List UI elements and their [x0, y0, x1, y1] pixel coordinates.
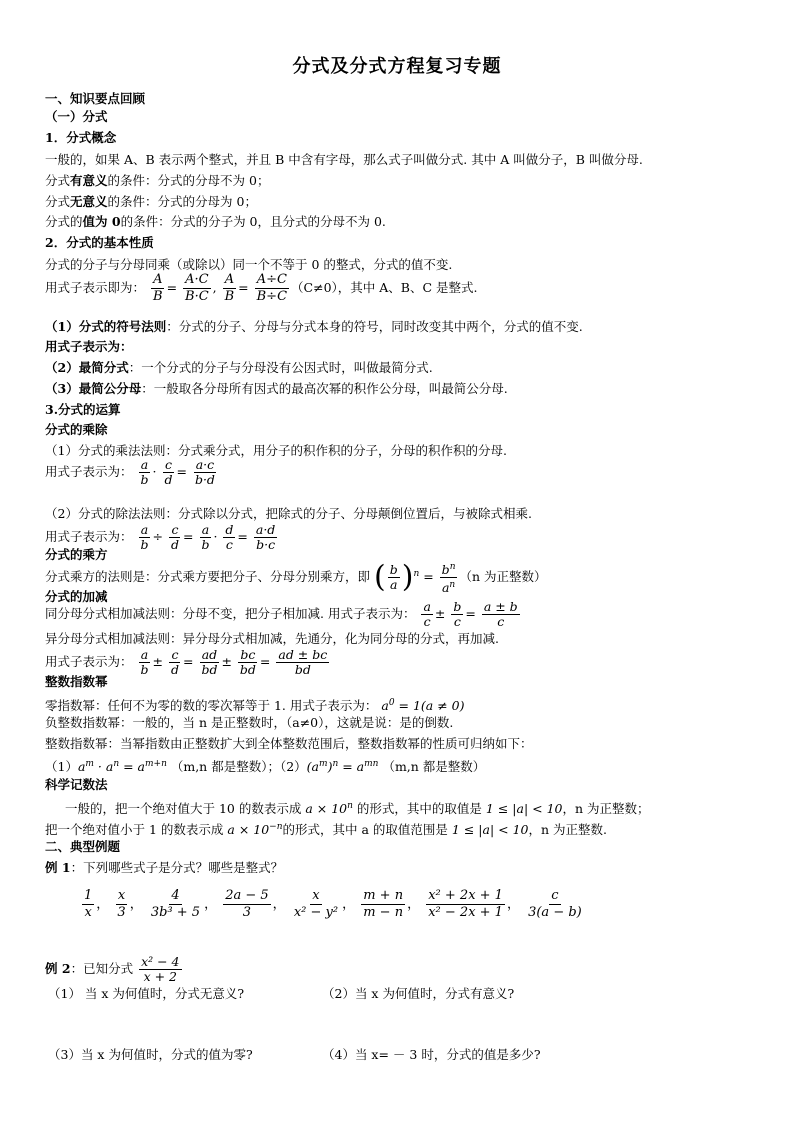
expr-item: $\frac{x}{3}$ [117, 888, 126, 920]
question-3: （3）当 x 为何值时，分式的值为零? [48, 1047, 253, 1062]
divide-formula: 用式子表示为： $\frac{a}{b}$ ÷ $\frac{c}{d}$ = $\frac{a}{b}$ · $\frac{d}{c}$ = $\frac{a\cdot d}{b\cdot c}$ [45, 522, 276, 552]
integer-exponent-text: 整数指数幂：当幂指数由正整数扩大到全体整数范围后，整数指数幂的性质可归纳如下： [45, 736, 533, 751]
simplest-fraction: （2）最简分式：一个分式的分子与分母没有公因式时，叫做最简分式. [45, 360, 433, 375]
expr-item: $\frac{2a - 5}{3}$ [225, 888, 269, 920]
zero-exponent: 零指数幂：任何不为零的数的零次幂等于 1. 用式子表示为： $a^0 = 1(a \ne 0)$ [45, 698, 465, 714]
heading-power: 分式的乘方 [45, 547, 108, 562]
add-formula: 用式子表示为： $\frac{a}{b}$ ± $\frac{c}{d}$ = $\frac{ad}{bd}$ ± $\frac{bc}{bd}$ = $\frac{ad \pm bc}{bd}$ [45, 647, 328, 677]
heading-operations: 3.分式的运算 [45, 402, 121, 417]
multiply-formula: 用式子表示为： $\frac{a}{b}$ · $\frac{c}{d}$ = $\frac{a\cdot c}{b\cdot d}$ [45, 457, 215, 487]
example-1-expressions: $\frac{1}{x}$ ， $\frac{x}{3}$ ， $\frac{4}{\text{3b³ + 5}}$ ， $\frac{2a - 5}{3}$ ， $\frac{x}{\text{x² − y²}}$ ， $\frac{m + n}{m - n}$ ， $\frac{\text{x² + 2x + 1}}{\text{x² − 2x + 1}}$ ， $\frac{c}{3(a - b)}$ [84, 888, 582, 920]
exponent-rules: $(1)a^m \cdot a^n = a^{m+n}$ （m,n 都是整数）；$(2)(a^m)^n = a^{mn}$ （m,n 都是整数） [45, 759, 486, 775]
least-common-denominator: （3）最简公分母：一般取各分母所有因式的最高次幂的积作公分母，叫最简公分母. [45, 381, 508, 396]
multiply-rule: （1）分式的乘法法则：分式乘分式，用分子的积作积的分子，分母的积作积的分母. [45, 443, 507, 458]
expr-item: $\frac{m + n}{m - n}$ [363, 888, 404, 920]
example-1: 例 1：下列哪些式子是分式？哪些是整式？ [45, 860, 284, 875]
zero-value-condition: 分式的值为 0的条件：分式的分子为 0，且分式的分母不为 0. [45, 214, 386, 229]
heading-scientific-notation: 科学记数法 [45, 777, 108, 792]
same-denominator-rule: 同分母分式相加减法则：分母不变，把分子相加减. 用式子表示为： $\frac{a}{c}$ ± $\frac{b}{c}$ = $\frac{a \pm b}{c}$ [45, 599, 518, 629]
no-meaning-condition: 分式无意义的条件：分式的分母为 0； [45, 194, 257, 209]
section-1-heading: 一、知识要点回顾 [45, 91, 146, 106]
section-2-heading: 二、典型例题 [45, 839, 121, 854]
example-2: 例 2：已知分式 $\frac{\text{x² − 4}}{x + 2}$ [45, 954, 180, 984]
expr-item: $\frac{c}{3(a - b)}$ [528, 888, 582, 920]
sign-rule-expression: 用式子表示为： [45, 339, 133, 354]
definition-text: 一般的，如果 A、B 表示两个整式，并且 B 中含有字母，那么式子叫做分式. 其中 A 叫做分子，B 叫做分母. [45, 152, 643, 167]
heading-add-subtract: 分式的加减 [45, 589, 108, 604]
expr-item: $\frac{1}{x}$ [84, 888, 93, 920]
question-2: （2）当 x 为何值时，分式有意义? [322, 986, 515, 1001]
heading-basic-property: 2．分式的基本性质 [45, 235, 154, 250]
negative-exponent: 负整数指数幂：一般的，当 n 是正整数时，（a≠0），这就是说：是的倒数. [45, 715, 454, 730]
expr-item: $\frac{x}{\text{x² − y²}}$ [293, 888, 339, 920]
different-denominator-rule: 异分母分式相加减法则：异分母分式相加减，先通分，化为同分母的分式，再加减. [45, 631, 499, 646]
basic-property-text: 分式的分子与分母同乘（或除以）同一个不等于 0 的整式，分式的值不变. [45, 257, 453, 272]
subsection-fraction: （一）分式 [45, 109, 108, 124]
question-4: （4）当 x= － 3 时，分式的值是多少? [322, 1047, 541, 1062]
expr-item: $\frac{4}{\text{3b³ + 5}}$ [150, 888, 201, 920]
divide-rule: （2）分式的除法法则：分式除以分式，把除式的分子、分母颠倒位置后，与被除式相乘. [45, 506, 532, 521]
heading-integer-exponent: 整数指数幂 [45, 674, 108, 689]
scientific-large: 一般的，把一个绝对值大于 10 的数表示成 $a \times 10^n$ 的形式，其中的取值是 1 ≤ |a| < 10，n 为正整数； [65, 801, 650, 817]
basic-property-formula: 用式子表示即为： $\frac{A}{B}$ = $\frac{A\cdot C}{B\cdot C}$ , $\frac{A}{B}$ = $\frac{A\div C}{B\div C}$ （C≠0），其中 A、B、C 是整式. [45, 272, 478, 304]
expr-item: $\frac{\text{x² + 2x + 1}}{\text{x² − 2x + 1}}$ [428, 888, 503, 920]
scientific-small: 把一个绝对值小于 1 的数表示成 $a \times 10^{-n}$的形式，其中 a 的取值范围是 1 ≤ |a| < 10，n 为正整数. [45, 822, 607, 838]
meaning-condition: 分式有意义的条件：分式的分母不为 0； [45, 173, 270, 188]
heading-concept: 1．分式概念 [45, 130, 117, 145]
sign-rule: （1）分式的符号法则：分式的分子、分母与分式本身的符号，同时改变其中两个，分式的值不变. [45, 319, 583, 334]
power-rule: 分式乘方的法则是：分式乘方要把分子、分母分别乘方，即 ( $\frac{b}{a}$ )$^n$ = $\frac{b^n}{a^n}$ （n 为正整数） [45, 559, 547, 596]
question-1: （1） 当 x 为何值时，分式无意义? [48, 986, 245, 1001]
page-title: 分式及分式方程复习专题 [292, 56, 502, 77]
heading-multiply-divide: 分式的乘除 [45, 422, 108, 437]
